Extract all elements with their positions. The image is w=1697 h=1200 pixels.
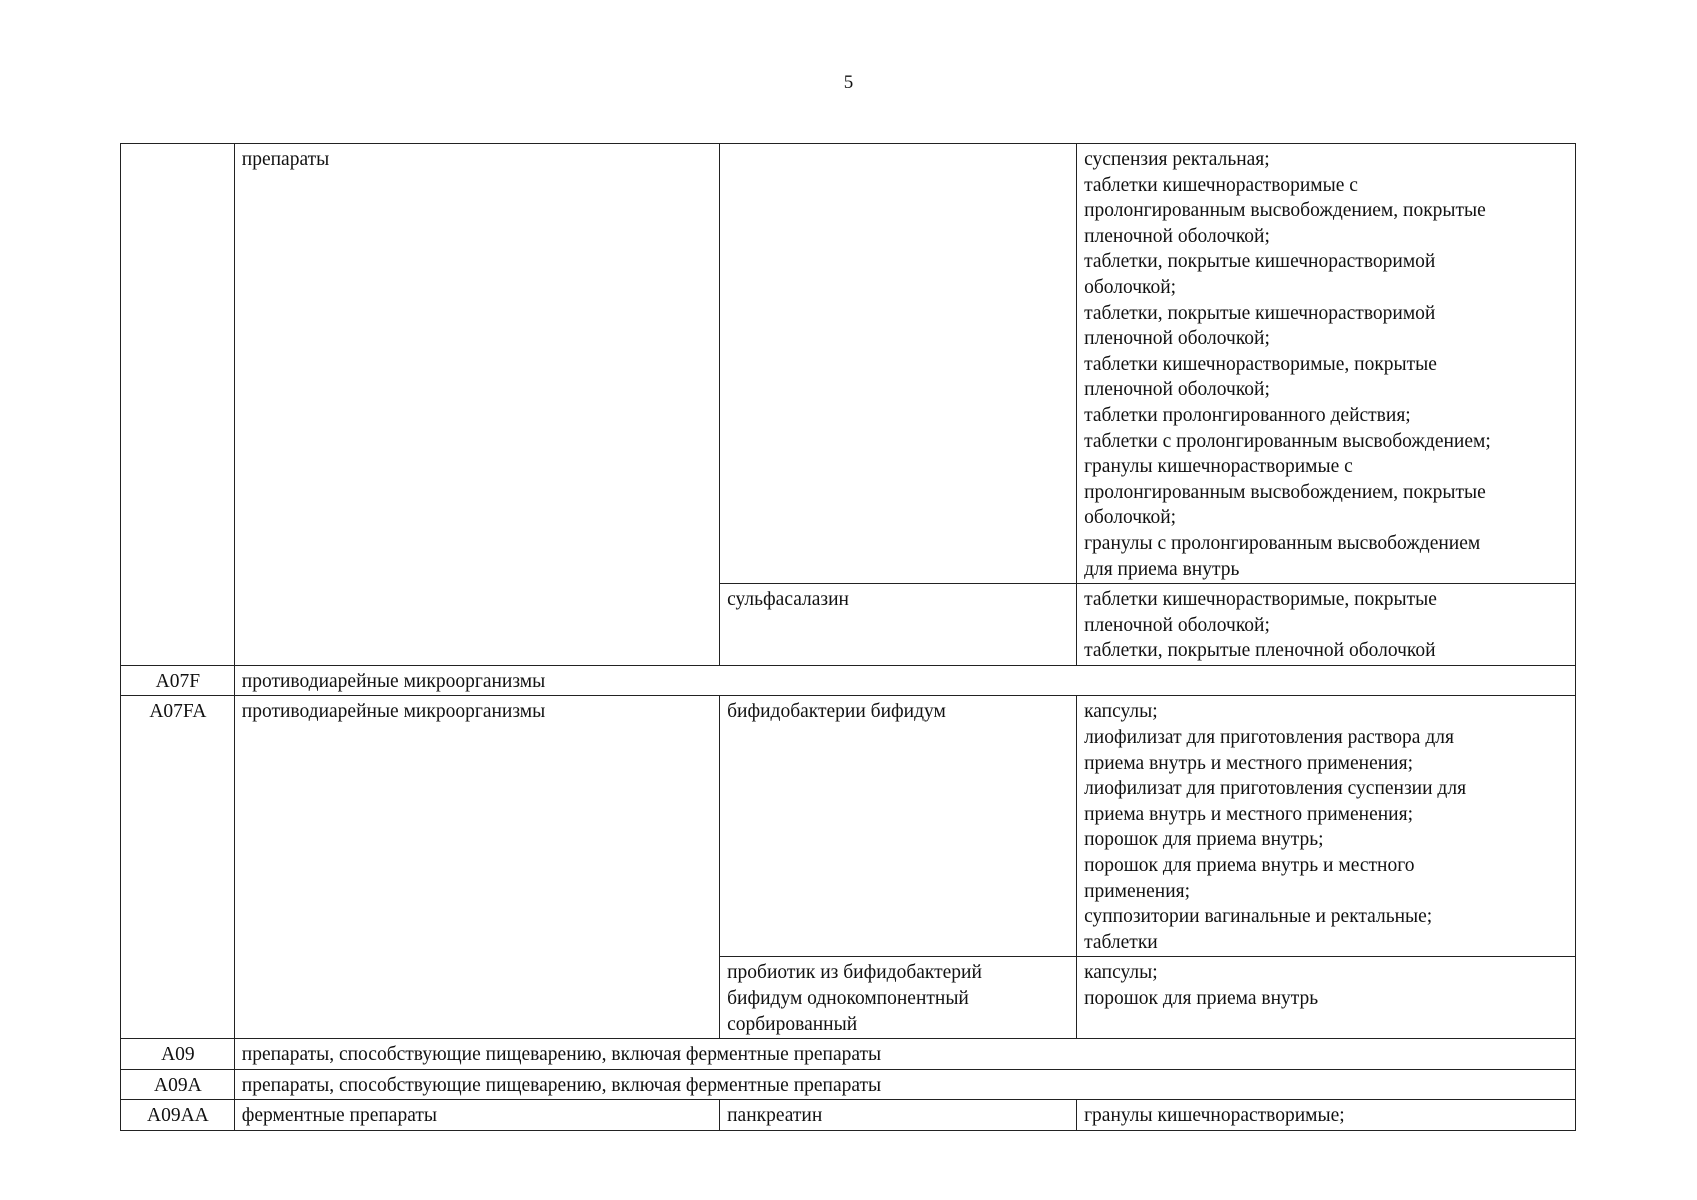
atc-group-cell: препараты bbox=[234, 144, 719, 666]
table-row bbox=[121, 1100, 1576, 1131]
page-number: 5 bbox=[843, 72, 854, 93]
atc-group-cell: препараты, способствующие пищеварению, включая ферментные препараты bbox=[234, 1039, 1575, 1070]
dosage-form-line: таблетки, покрытые кишечнорастворимой bbox=[1084, 302, 1436, 324]
atc-group-cell: ферментные препараты bbox=[234, 1100, 719, 1131]
dosage-form-line: таблетки, покрытые кишечнорастворимой bbox=[1084, 251, 1436, 273]
dosage-forms-cell bbox=[1077, 144, 1576, 584]
dosage-form-line: таблетки bbox=[1084, 931, 1158, 953]
table-row bbox=[121, 1069, 1576, 1100]
atc-code-cell bbox=[121, 144, 235, 666]
dosage-form-line: гранулы с пролонгированным высвобождением bbox=[1084, 532, 1481, 554]
atc-code-cell: A09A bbox=[121, 1069, 235, 1100]
dosage-form-line: пролонгированным высвобождением, покрытые bbox=[1084, 481, 1486, 503]
inn-cell bbox=[720, 957, 1077, 1039]
table-row bbox=[121, 1039, 1576, 1070]
inn-cell: сульфасалазин bbox=[720, 584, 1077, 666]
dosage-form-line: приема внутрь и местного применения; bbox=[1084, 752, 1414, 774]
dosage-form-line: гранулы кишечнорастворимые; bbox=[1084, 1105, 1345, 1127]
dosage-form-line: таблетки кишечнорастворимые, покрытые bbox=[1084, 589, 1437, 611]
atc-code-cell: A09AA bbox=[121, 1100, 235, 1131]
dosage-form-line: капсулы; bbox=[1084, 701, 1158, 723]
dosage-form-line: оболочкой; bbox=[1084, 276, 1177, 298]
dosage-form-line: суспензия ректальная; bbox=[1084, 149, 1270, 170]
dosage-form-line: таблетки, покрытые пленочной оболочкой bbox=[1084, 640, 1436, 662]
atc-group-cell: противодиарейные микроорганизмы bbox=[234, 696, 719, 1039]
dosage-form-line: суппозитории вагинальные и ректальные; bbox=[1084, 906, 1433, 928]
atc-code-cell: A07FA bbox=[121, 696, 235, 1039]
table-row bbox=[121, 144, 1576, 584]
inn-line: бифидум однокомпонентный bbox=[727, 988, 969, 1009]
inn-cell: панкреатин bbox=[720, 1100, 1077, 1131]
inn-line: сорбированный bbox=[727, 1013, 858, 1035]
dosage-form-line: порошок для приема внутрь; bbox=[1084, 829, 1324, 851]
dosage-form-line: таблетки кишечнорастворимые с bbox=[1084, 174, 1358, 196]
dosage-form-line: пленочной оболочкой; bbox=[1084, 614, 1270, 636]
atc-code-cell: A09 bbox=[121, 1039, 235, 1070]
inn-line: пробиотик из бифидобактерий bbox=[727, 962, 982, 984]
dosage-form-line: таблетки пролонгированного действия; bbox=[1084, 404, 1411, 426]
dosage-forms-cell bbox=[1077, 584, 1576, 666]
dosage-forms-cell bbox=[1077, 957, 1576, 1039]
dosage-form-line: пролонгированным высвобождением, покрытые bbox=[1084, 200, 1486, 222]
dosage-form-line: порошок для приема внутрь bbox=[1084, 988, 1319, 1009]
dosage-form-line: таблетки кишечнорастворимые, покрытые bbox=[1084, 353, 1437, 375]
dosage-forms-cell bbox=[1077, 1100, 1576, 1131]
dosage-form-line: пленочной оболочкой; bbox=[1084, 225, 1270, 247]
dosage-form-line: для приема внутрь bbox=[1084, 558, 1240, 580]
dosage-forms-cell bbox=[1077, 696, 1576, 957]
dosage-form-line: капсулы; bbox=[1084, 962, 1158, 984]
table-row bbox=[121, 696, 1576, 957]
inn-cell: бифидобактерии бифидум bbox=[720, 696, 1077, 957]
dosage-form-line: лиофилизат для приготовления суспензии для bbox=[1084, 778, 1467, 800]
dosage-form-line: пленочной оболочкой; bbox=[1084, 379, 1270, 401]
dosage-form-line: гранулы кишечнорастворимые с bbox=[1084, 456, 1353, 478]
drug-list-table bbox=[120, 143, 1576, 1131]
dosage-form-line: таблетки с пролонгированным высвобождением; bbox=[1084, 430, 1491, 452]
dosage-form-line: порошок для приема внутрь и местного bbox=[1084, 855, 1415, 877]
table-row bbox=[121, 665, 1576, 696]
inn-cell bbox=[720, 144, 1077, 584]
dosage-form-line: оболочкой; bbox=[1084, 507, 1177, 529]
dosage-form-line: применения; bbox=[1084, 880, 1191, 902]
dosage-form-line: приема внутрь и местного применения; bbox=[1084, 803, 1414, 825]
atc-code-cell: A07F bbox=[121, 665, 235, 696]
dosage-form-line: лиофилизат для приготовления раствора для bbox=[1084, 727, 1454, 749]
atc-group-cell: противодиарейные микроорганизмы bbox=[234, 665, 1575, 696]
atc-group-cell: препараты, способствующие пищеварению, включая ферментные препараты bbox=[234, 1069, 1575, 1100]
dosage-form-line: пленочной оболочкой; bbox=[1084, 328, 1270, 350]
